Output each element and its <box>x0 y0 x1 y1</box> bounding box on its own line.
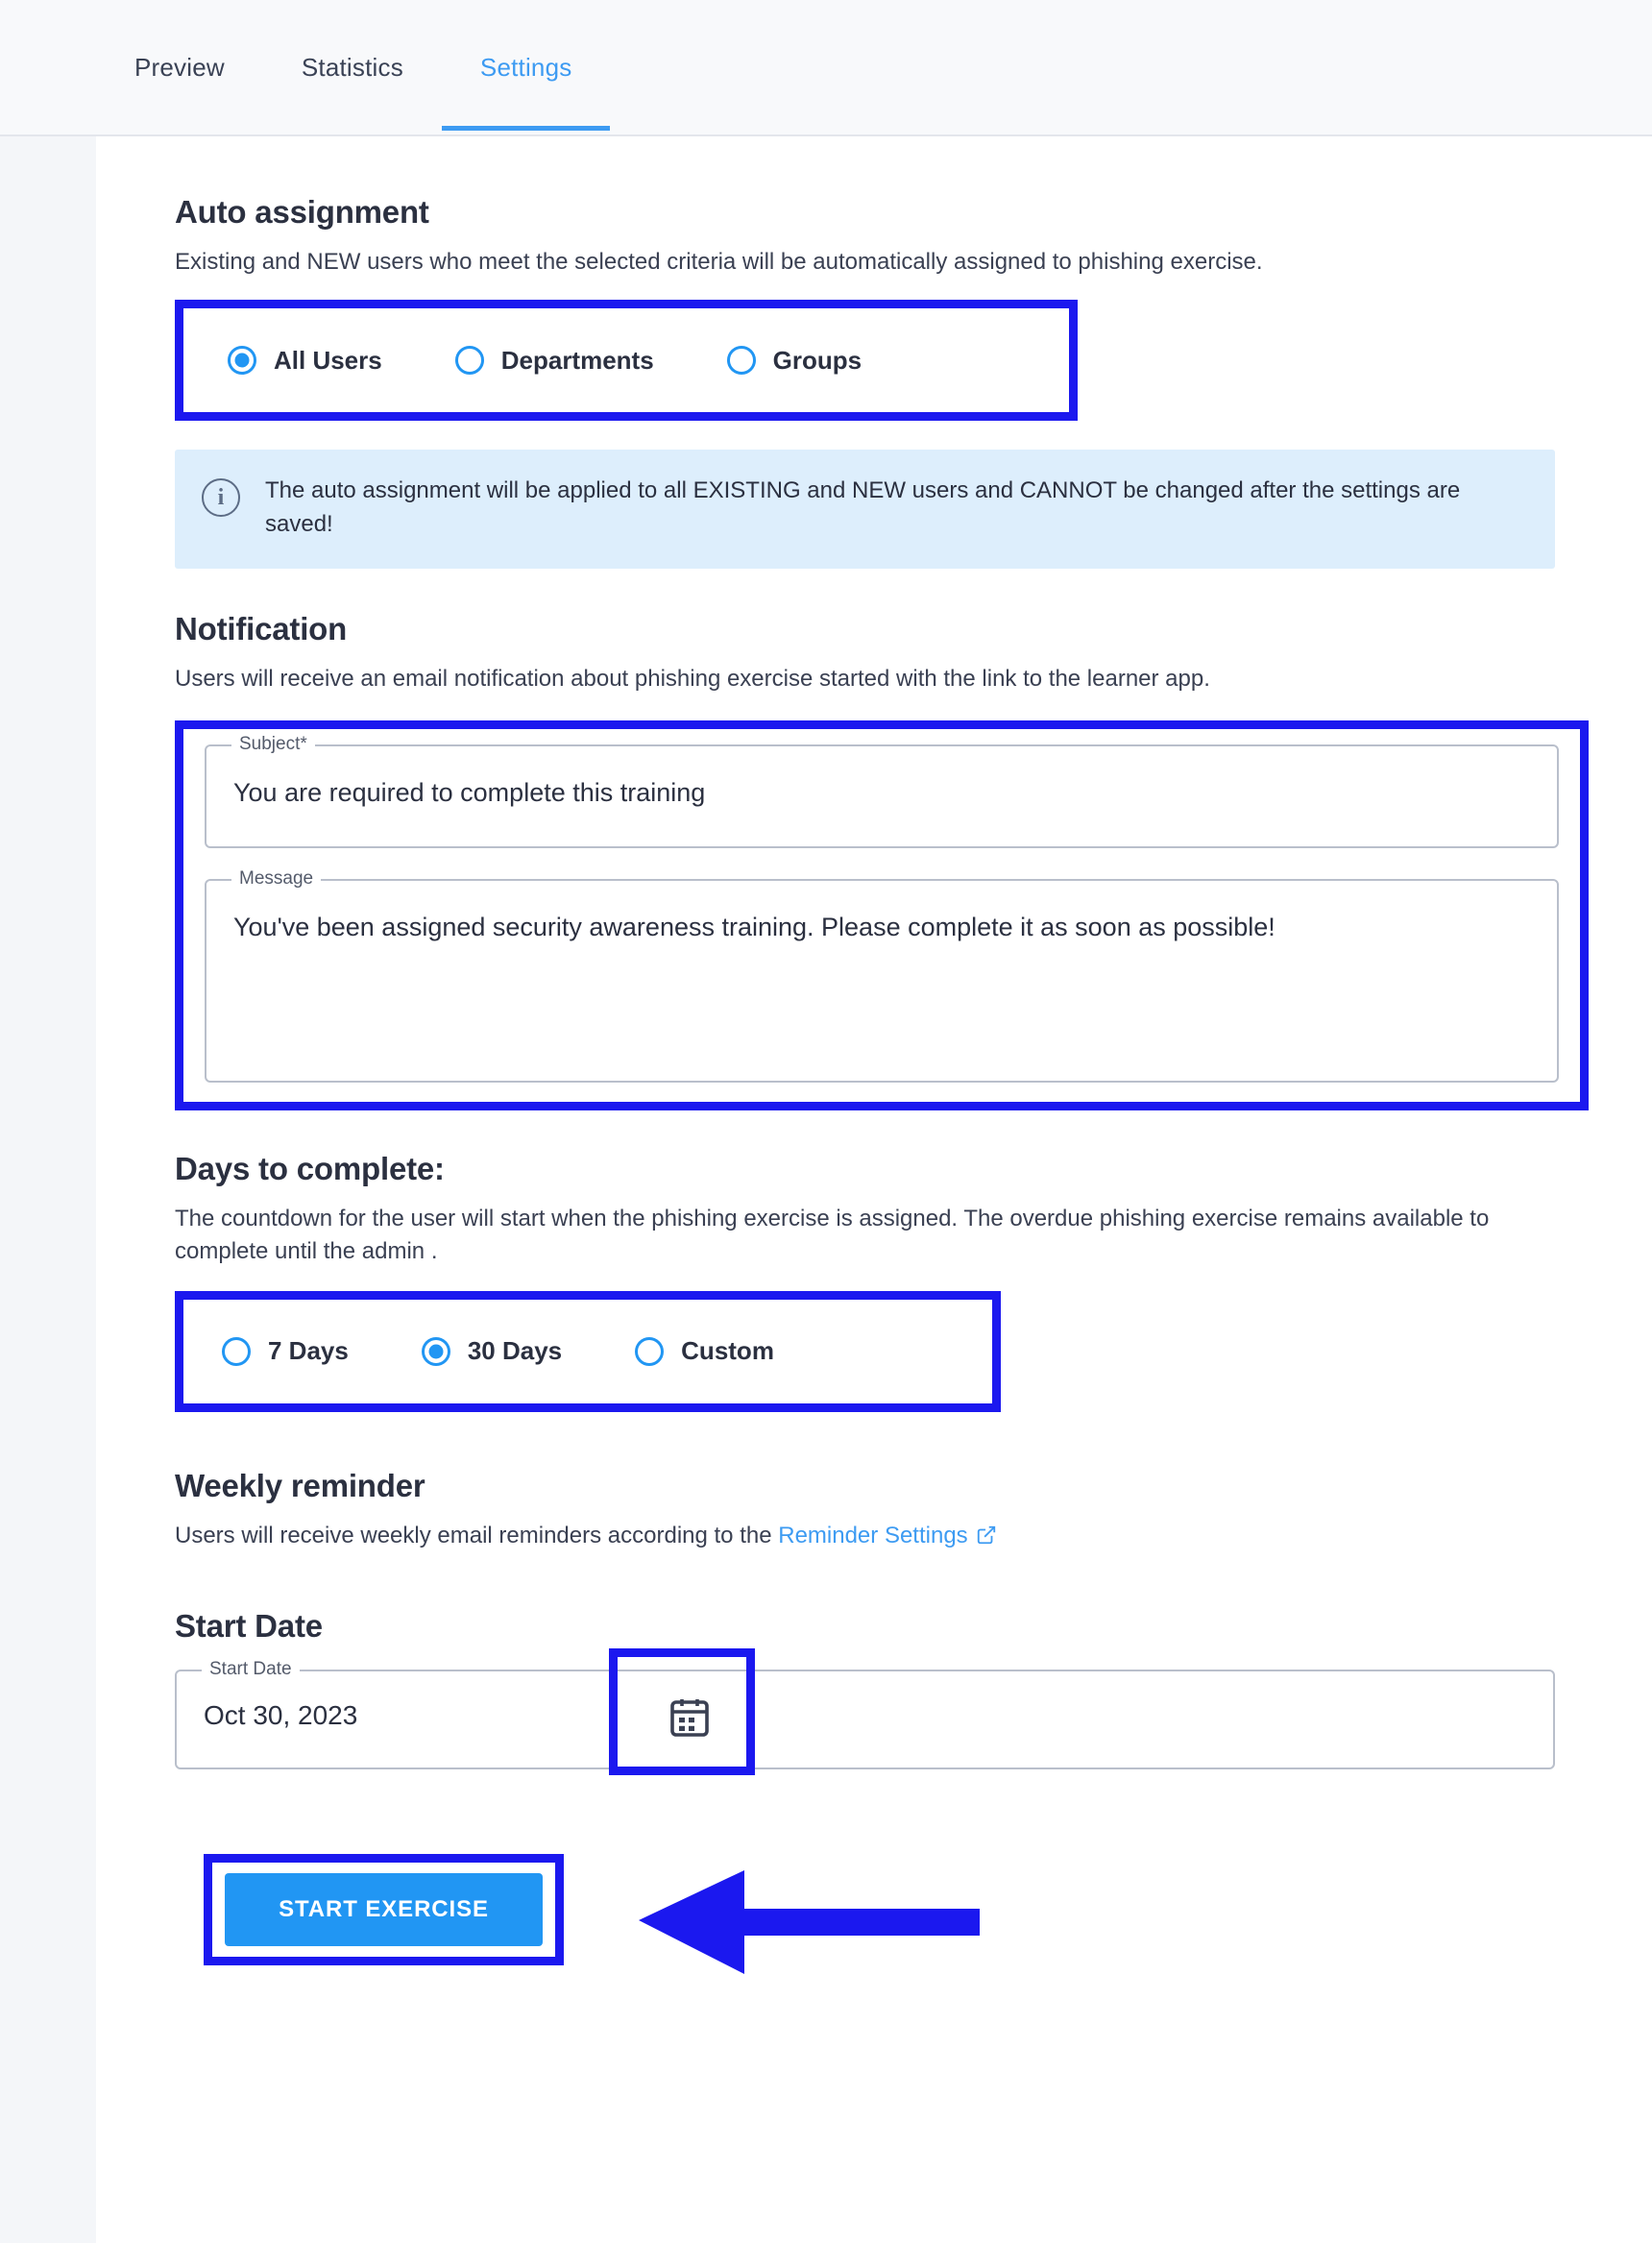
auto-assignment-description: Existing and NEW users who meet the selected criteria will be automatically assigned to phishing exercise. <box>175 249 1263 275</box>
radio-30-days-label: 30 Days <box>467 1336 563 1366</box>
days-to-complete-radio-group <box>175 1291 1001 1412</box>
weekly-reminder-text: Users will receive weekly email reminders according to the <box>175 1522 779 1548</box>
radio-groups-icon <box>727 346 756 375</box>
start-date-field-label: Start Date <box>202 1659 300 1680</box>
start-date-field[interactable] <box>175 1658 1555 1769</box>
notification-description: Users will receive an email notification about phishing exercise started with the link to the learner app. <box>175 665 1210 692</box>
tab-preview[interactable]: Preview <box>134 53 225 82</box>
radio-7-days[interactable] <box>208 1327 362 1376</box>
subject-field-value[interactable]: You are required to complete this training <box>233 777 706 807</box>
auto-assignment-title: Auto assignment <box>175 194 429 230</box>
radio-custom[interactable] <box>621 1327 788 1376</box>
radio-30-days-icon <box>422 1337 450 1366</box>
radio-custom-label: Custom <box>681 1336 774 1366</box>
subject-field[interactable] <box>205 733 1559 848</box>
radio-30-days[interactable] <box>408 1327 575 1376</box>
notification-fields-highlight <box>175 720 1589 1110</box>
tab-bar <box>0 0 1652 136</box>
auto-assignment-radio-group <box>175 300 1078 421</box>
weekly-reminder-title: Weekly reminder <box>175 1467 425 1503</box>
subject-field-label: Subject* <box>231 734 315 755</box>
start-date-field-wrapper <box>175 1658 1555 1769</box>
radio-groups-label: Groups <box>772 345 862 375</box>
tab-statistics[interactable]: Statistics <box>301 53 403 82</box>
days-to-complete-title: Days to complete: <box>175 1150 445 1186</box>
radio-all-users-label: All Users <box>274 345 382 375</box>
radio-all-users-icon <box>228 346 256 375</box>
message-field-label: Message <box>231 868 321 890</box>
auto-assignment-info-banner <box>175 450 1555 569</box>
start-exercise-button[interactable]: START EXERCISE <box>225 1873 543 1946</box>
reminder-settings-link[interactable]: Reminder Settings <box>778 1522 968 1548</box>
tab-settings[interactable]: Settings <box>442 0 611 129</box>
radio-departments-label: Departments <box>500 345 654 375</box>
calendar-icon[interactable] <box>667 1694 713 1741</box>
message-field[interactable] <box>205 867 1559 1083</box>
external-link-icon[interactable] <box>976 1523 997 1544</box>
radio-custom-icon <box>635 1337 664 1366</box>
start-date-value[interactable]: Oct 30, 2023 <box>204 1699 358 1730</box>
radio-departments-icon <box>455 346 484 375</box>
radio-groups[interactable] <box>714 336 875 385</box>
radio-7-days-icon <box>222 1337 251 1366</box>
weekly-reminder-description <box>175 1520 1585 1552</box>
days-to-complete-description: The countdown for the user will start when the phishing exercise is assigned. The overdue phishing exercise remains available to complete until the admin . <box>175 1205 1490 1264</box>
info-circle-icon: i <box>202 478 240 517</box>
notification-title: Notification <box>175 610 348 646</box>
radio-7-days-label: 7 Days <box>268 1336 349 1366</box>
settings-panel <box>96 136 1652 2243</box>
start-date-title: Start Date <box>175 1607 323 1644</box>
radio-all-users[interactable] <box>214 336 396 385</box>
annotation-arrow <box>629 1856 984 1990</box>
radio-departments[interactable] <box>442 336 668 385</box>
message-field-value[interactable]: You've been assigned security awareness training. Please complete it as soon as possible! <box>233 912 1275 941</box>
auto-assignment-info-text: The auto assignment will be applied to all EXISTING and NEW users and CANNOT be changed after the settings are saved! <box>265 477 1461 537</box>
